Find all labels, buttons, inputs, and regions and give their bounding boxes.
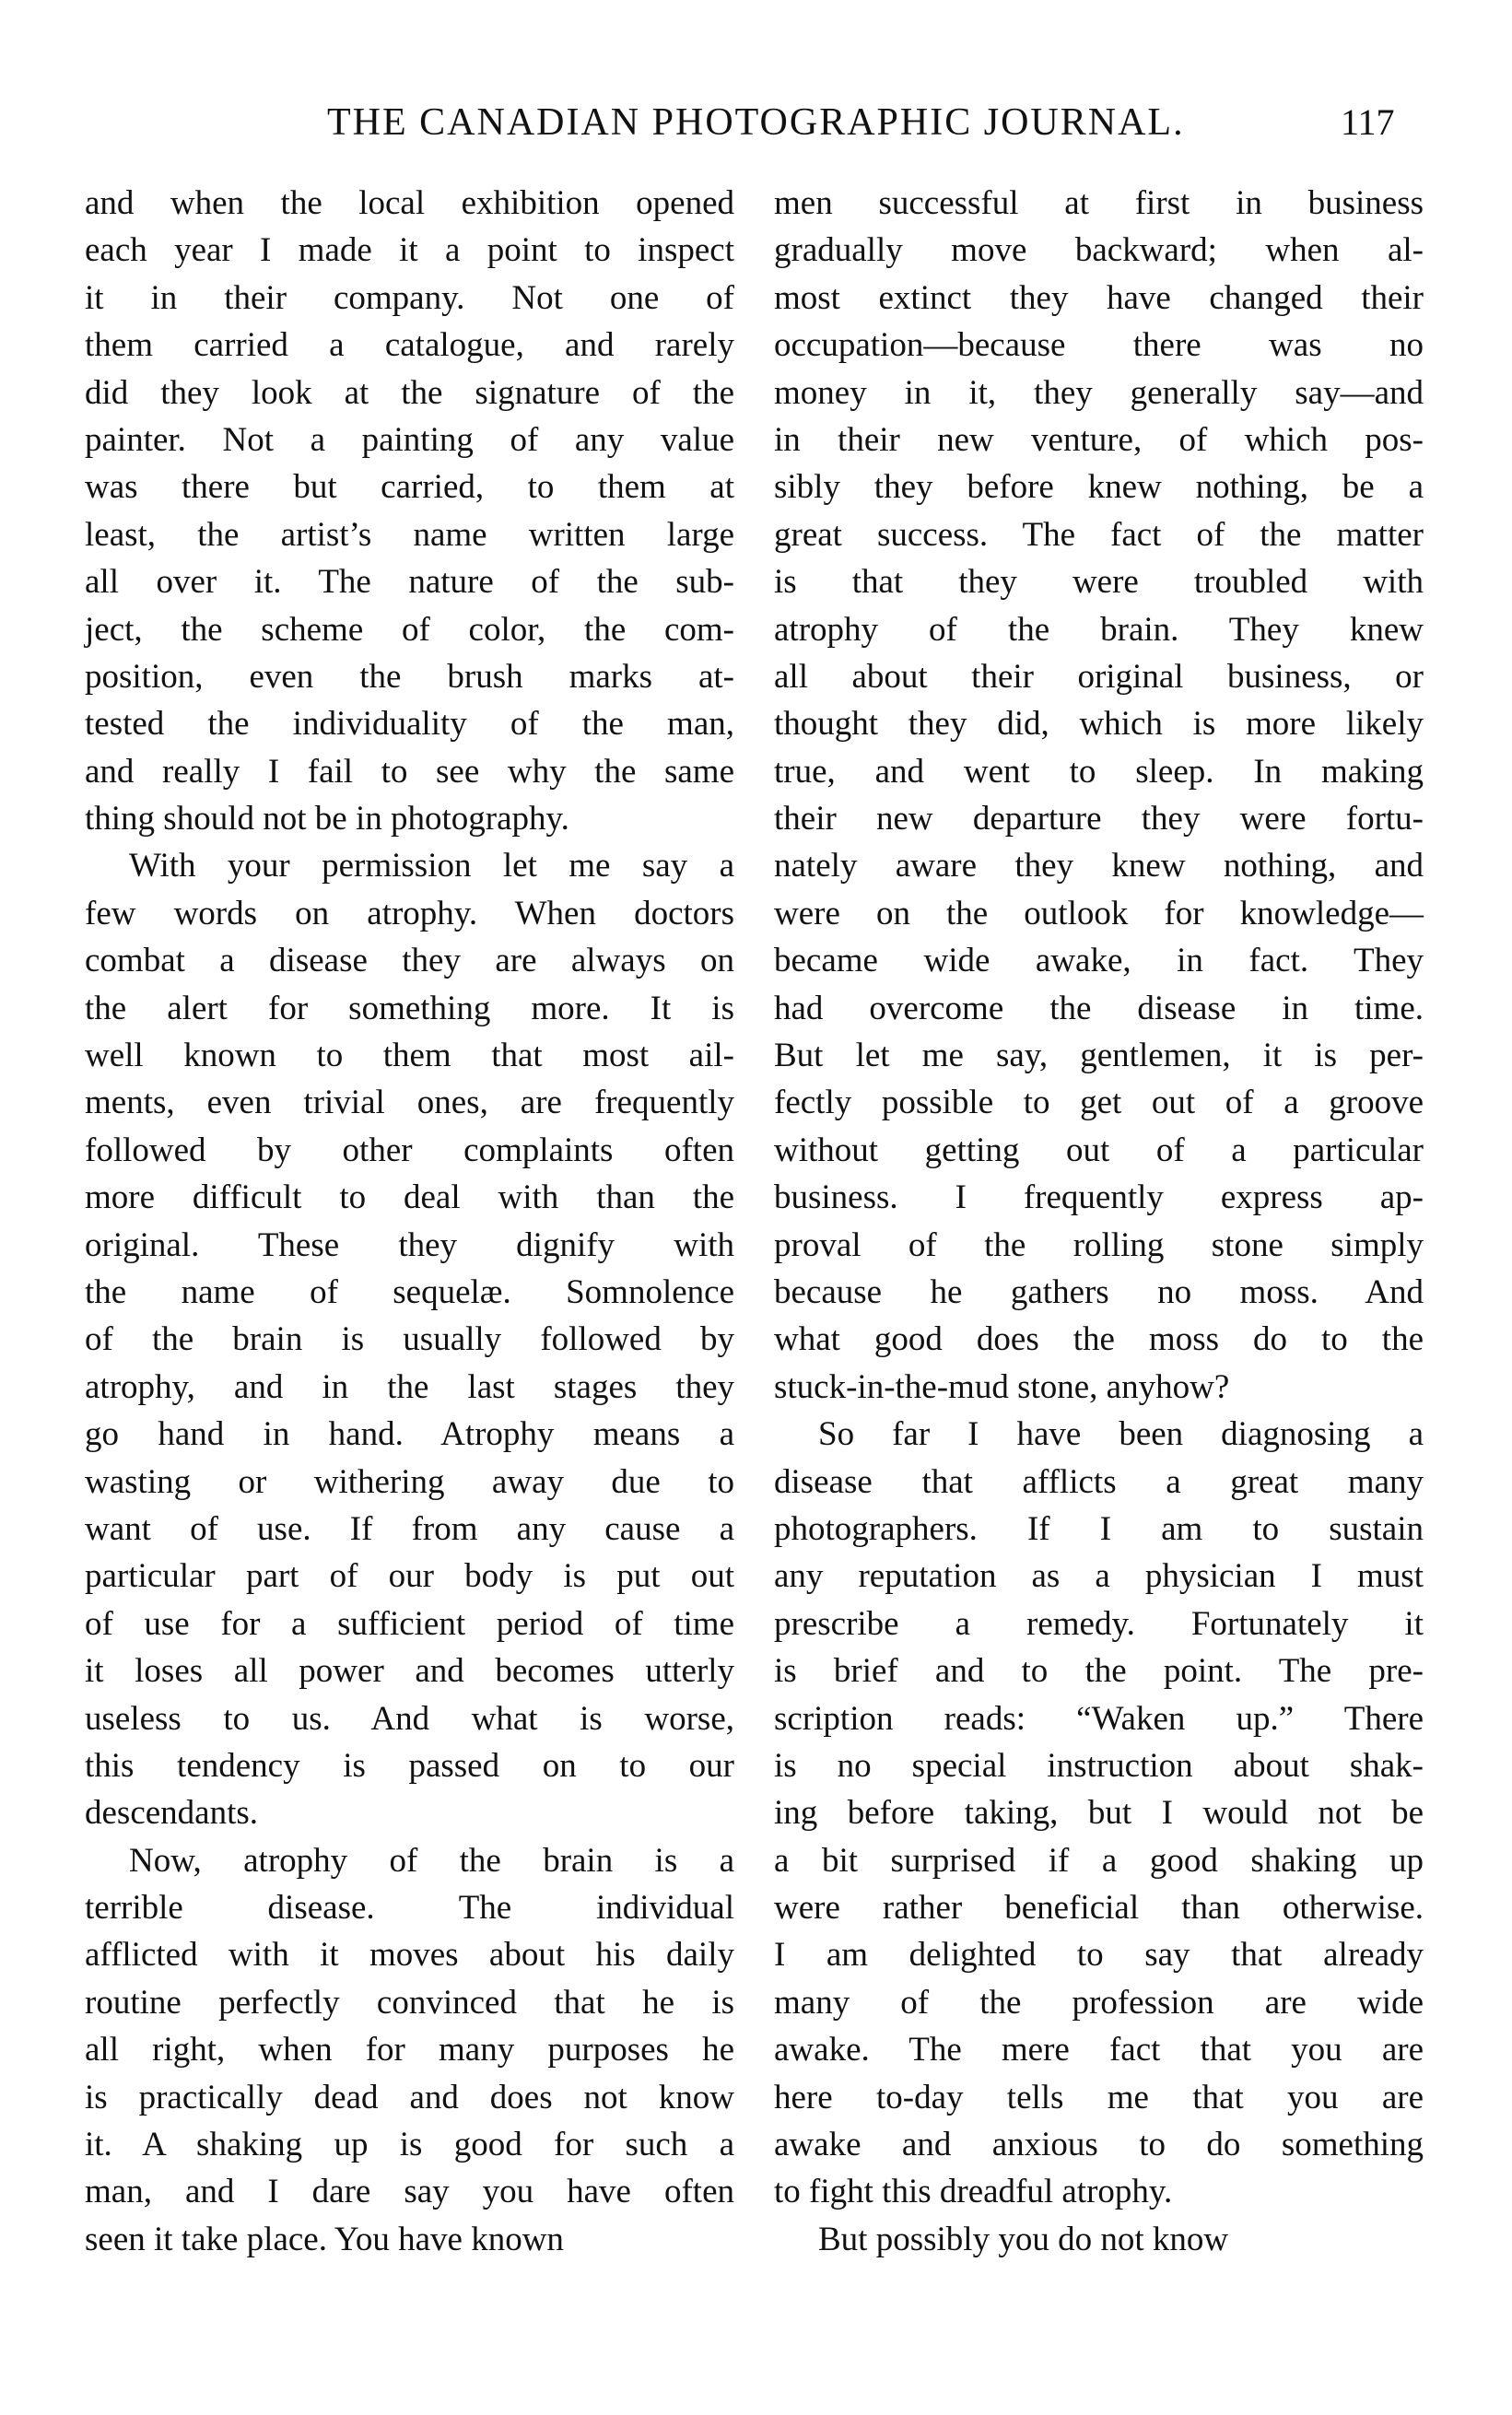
text-line: what good does the moss do to the (774, 1320, 1424, 1359)
text-line: descendants. (85, 1794, 259, 1833)
text-line: and when the local exhibition opened (85, 184, 734, 222)
page-number: 117 (1341, 101, 1395, 143)
text-line: was there but carried, to them at (85, 468, 734, 507)
text-line: nately aware they knew nothing, and (774, 847, 1424, 885)
text-line: disease that afflicts a great many (774, 1462, 1424, 1501)
text-line: thing should not be in photography. (85, 800, 569, 838)
text-line: proval of the rolling stone simply (774, 1225, 1424, 1264)
text-line: true, and went to sleep. In making (774, 752, 1424, 791)
text-line: were on the outlook for knowledge— (774, 894, 1424, 932)
text-line: of the brain is usually followed by (85, 1320, 734, 1359)
text-line: painter. Not a painting of any value (85, 420, 734, 459)
text-line: occupation—because there was no (774, 326, 1424, 365)
text-line: wasting or withering away due to (85, 1462, 734, 1501)
text-line: business. I frequently express ap- (774, 1178, 1424, 1217)
text-line: afflicted with it moves about his daily (85, 1936, 734, 1975)
text-line: routine perfectly convinced that he is (85, 1983, 734, 2022)
text-line: more difficult to deal with than the (85, 1178, 734, 1217)
text-line: each year I made it a point to inspect (85, 231, 734, 270)
text-line: well known to them that most ail- (85, 1037, 734, 1075)
text-line: to fight this dreadful atrophy. (774, 2173, 1173, 2211)
text-line: is that they were troubled with (774, 563, 1424, 602)
text-line: great success. The fact of the matter (774, 515, 1424, 554)
text-line: did they look at the signature of the (85, 373, 734, 412)
text-line: stuck-in-the-mud stone, anyhow? (774, 1367, 1230, 1406)
text-line: want of use. If from any cause a (85, 1509, 734, 1548)
text-line: their new departure they were fortu- (774, 800, 1424, 838)
text-line: But let me say, gentlemen, it is per- (774, 1037, 1424, 1075)
left-column (85, 180, 734, 2263)
text-line: followed by other complaints often (85, 1131, 734, 1169)
text-line: ing before taking, but I would not be (774, 1794, 1424, 1833)
text-line: fectly possible to get out of a groove (774, 1084, 1424, 1122)
text-line: original. These they dignify with (85, 1225, 734, 1264)
text-line: atrophy of the brain. They knew (774, 610, 1424, 649)
text-line: is no special instruction about shak- (774, 1746, 1424, 1785)
text-line: because he gathers no moss. And (774, 1272, 1424, 1311)
text-line: seen it take place. You have known (85, 2220, 564, 2258)
text-line: photographers. If I am to sustain (774, 1509, 1424, 1548)
text-line: terrible disease. The individual (85, 1889, 734, 1928)
text-line: here to-day tells me that you are (774, 2078, 1424, 2116)
text-line: it in their company. Not one of (85, 278, 734, 317)
text-line: in their new venture, of which pos- (774, 420, 1424, 459)
text-line: ments, even trivial ones, are frequently (85, 1084, 734, 1122)
text-line: ject, the scheme of color, the com- (85, 610, 734, 649)
text-line: were rather beneficial than otherwise. (774, 1889, 1424, 1928)
text-line: most extinct they have changed their (774, 278, 1424, 317)
text-line: tested the individuality of the man, (85, 705, 734, 744)
text-line: I am delighted to say that already (774, 1936, 1424, 1975)
text-line: became wide awake, in fact. They (774, 942, 1424, 980)
text-line: sibly they before knew nothing, be a (774, 468, 1424, 507)
text-line: without getting out of a particular (774, 1131, 1424, 1169)
text-line: money in it, they generally say—and (774, 373, 1424, 412)
text-line: gradually move backward; when al- (774, 231, 1424, 270)
text-line: But possibly you do not know (818, 2220, 1229, 2258)
text-line: position, even the brush marks at- (85, 657, 734, 696)
right-column (774, 180, 1424, 2263)
text-line: prescribe a remedy. Fortunately it (774, 1604, 1424, 1643)
text-line: thought they did, which is more likely (774, 705, 1424, 744)
text-line: With your permission let me say a (129, 847, 734, 885)
text-line: least, the artist’s name written large (85, 515, 734, 554)
text-line: any reputation as a physician I must (774, 1557, 1424, 1596)
text-line: all over it. The nature of the sub- (85, 563, 734, 602)
text-line: men successful at first in business (774, 184, 1424, 222)
text-line: many of the profession are wide (774, 1983, 1424, 2022)
text-line: So far I have been diagnosing a (818, 1415, 1424, 1454)
running-header (0, 100, 1512, 155)
text-line: atrophy, and in the last stages they (85, 1367, 734, 1406)
text-line: go hand in hand. Atrophy means a (85, 1415, 734, 1454)
text-line: Now, atrophy of the brain is a (129, 1841, 734, 1880)
text-line: of use for a sufficient period of time (85, 1604, 734, 1643)
text-line: the alert for something more. It is (85, 989, 734, 1027)
text-line: a bit surprised if a good shaking up (774, 1841, 1424, 1880)
text-line: it loses all power and becomes utterly (85, 1652, 734, 1691)
text-line: it. A shaking up is good for such a (85, 2126, 734, 2164)
text-line: them carried a catalogue, and rarely (85, 326, 734, 365)
text-line: man, and I dare say you have often (85, 2173, 734, 2211)
text-line: particular part of our body is put out (85, 1557, 734, 1596)
text-line: is practically dead and does not know (85, 2078, 734, 2116)
text-line: awake. The mere fact that you are (774, 2031, 1424, 2069)
text-line: the name of sequelæ. Somnolence (85, 1272, 734, 1311)
text-line: this tendency is passed on to our (85, 1746, 734, 1785)
text-line: had overcome the disease in time. (774, 989, 1424, 1027)
text-line: all about their original business, or (774, 657, 1424, 696)
text-line: few words on atrophy. When doctors (85, 894, 734, 932)
text-line: combat a disease they are always on (85, 942, 734, 980)
text-line: useless to us. And what is worse, (85, 1699, 734, 1738)
text-line: all right, when for many purposes he (85, 2031, 734, 2069)
text-line: and really I fail to see why the same (85, 752, 734, 791)
text-line: scription reads: “Waken up.” There (774, 1699, 1424, 1738)
journal-title: THE CANADIAN PHOTOGRAPHIC JOURNAL. (327, 101, 1185, 144)
text-line: awake and anxious to do something (774, 2126, 1424, 2164)
text-line: is brief and to the point. The pre- (774, 1652, 1424, 1691)
